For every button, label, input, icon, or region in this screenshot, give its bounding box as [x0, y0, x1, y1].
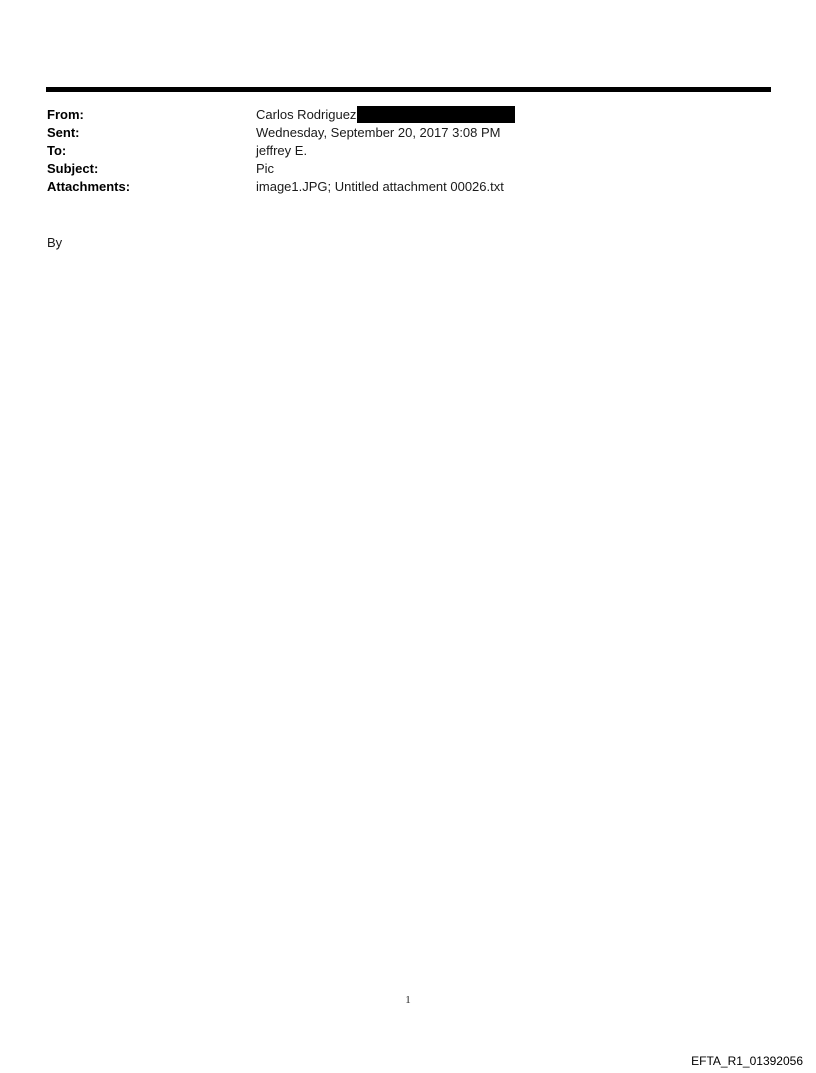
sent-value: Wednesday, September 20, 2017 3:08 PM — [256, 125, 501, 140]
attachments-row — [47, 178, 747, 196]
to-value: jeffrey E. — [256, 143, 308, 158]
sender-name: Carlos Rodriguez — [256, 107, 357, 122]
to-label: To: — [47, 143, 67, 158]
redaction-block — [357, 106, 515, 123]
from-label: From: — [47, 107, 84, 122]
sent-row — [47, 124, 747, 142]
attachments-value: image1.JPG; Untitled attachment 00026.txt — [256, 179, 504, 194]
header-divider — [46, 87, 771, 92]
from-row — [47, 106, 747, 124]
to-row — [47, 142, 747, 160]
email-headers — [47, 106, 747, 196]
subject-label: Subject: — [47, 161, 99, 176]
subject-row — [47, 160, 747, 178]
subject-value: Pic — [256, 161, 275, 176]
document-id: EFTA_R1_01392056 — [691, 1054, 803, 1068]
email-body: By — [47, 235, 63, 250]
attachments-label: Attachments: — [47, 179, 131, 194]
sent-label: Sent: — [47, 125, 80, 140]
from-value — [256, 106, 515, 124]
page-number: 1 — [405, 994, 411, 1006]
